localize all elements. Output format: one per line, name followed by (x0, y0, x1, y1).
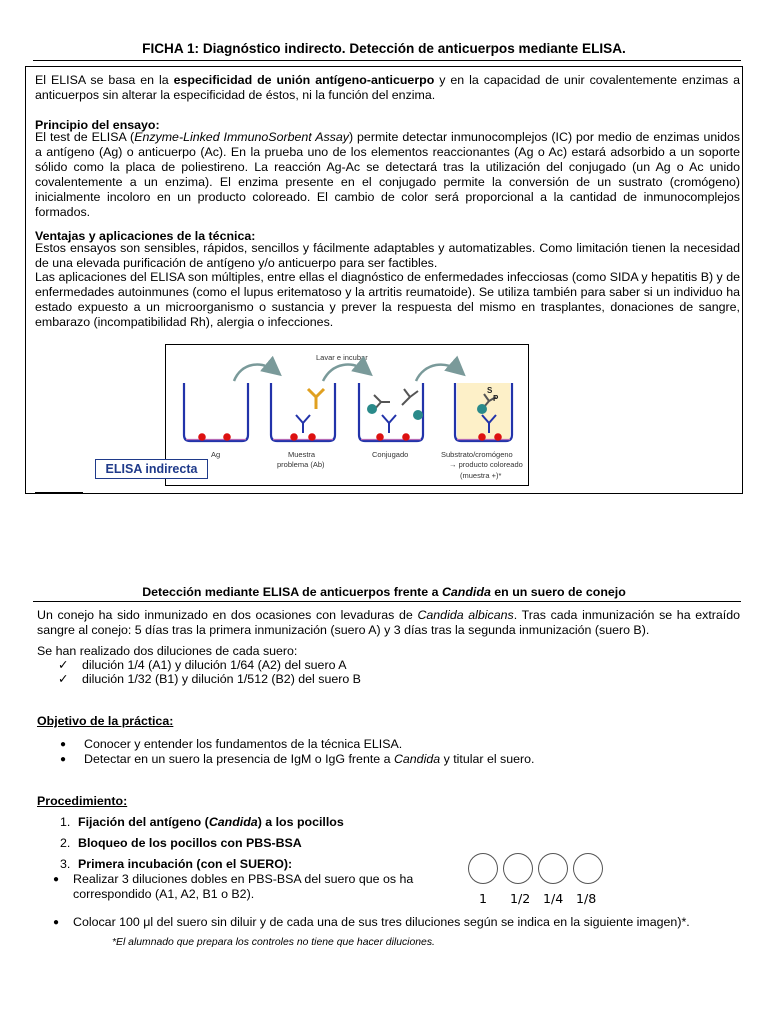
antigen-dot (290, 433, 298, 441)
advantages-paragraph-1: Estos ensayos son sensibles, rápidos, sencillos y fácilmente adaptables y automatizables. Como limitación tienen la necesidad de una elevada purificación de antígeno y/o anticuerpo para ser factibles. (35, 241, 740, 270)
step3-bullet-1: ● Realizar 3 diluciones dobles en PBS-BSA del suero que os ha correspondido (A1, A2, B1 o B2). (53, 872, 414, 901)
well-label: 1/2 (510, 891, 531, 906)
step3-bullet-2: ● Colocar 100 μl del suero sin diluir y de cada una de sus tres diluciones según se indica en la siguiente imagen)*. (53, 915, 690, 929)
free-antibody-icon (308, 389, 324, 409)
step-arrow (234, 365, 278, 381)
bullet-icon: ● (53, 874, 60, 885)
section2-underline (33, 601, 741, 602)
well-label: 1 (479, 891, 488, 906)
dilution-item: ✓ dilución 1/4 (A1) y dilución 1/64 (A2) del suero A (58, 658, 347, 672)
bullet-icon: ● (53, 917, 60, 928)
bullet-icon: ● (60, 739, 67, 750)
page-title: FICHA 1: Diagnóstico indirecto. Detección de anticuerpos mediante ELISA. (142, 41, 626, 56)
well-circle (573, 853, 603, 884)
section2-title: Detección mediante ELISA de anticuerpos frente a Candida en un suero de conejo (142, 585, 626, 599)
procedure-heading: Procedimiento: (37, 794, 128, 808)
label-ag: Ag (211, 450, 221, 459)
label-producto: → producto coloreado (449, 460, 523, 469)
antigen-dot (223, 433, 231, 441)
checkmark-icon: ✓ (58, 658, 69, 672)
substrate-s-label: S (487, 386, 493, 395)
step-arrow (323, 365, 369, 381)
antigen-dot (308, 433, 316, 441)
label-problema: problema (Ab) (277, 460, 325, 469)
objective-item: ● Detectar en un suero la presencia de IgM o IgG frente a Candida y titular el suero. (60, 752, 535, 766)
objective-heading: Objetivo de la práctica: (37, 714, 174, 728)
objective-item: ● Conocer y entender los fundamentos de la técnica ELISA. (60, 737, 403, 751)
product-p-label: P (493, 394, 499, 403)
checkmark-icon: ✓ (58, 672, 69, 686)
intro-paragraph: El ELISA se basa en la especificidad de unión antígeno-anticuerpo y en la capacidad de unir covalentemente enzimas a anticuerpos sin alterar la especificidad de éstos, ni la función del enzima. (35, 73, 741, 102)
label-muestra: Muestra (288, 450, 316, 459)
well-1 (184, 383, 248, 441)
procedure-step-3: 3. Primera incubación (con el SUERO): (60, 857, 293, 871)
well-circle (538, 853, 568, 884)
principle-paragraph: El test de ELISA (Enzyme-Linked ImmunoSorbent Assay) permite detectar inmunocomplejos (IC) por medio de enzimas unidos a antígeno (Ag) o anticuerpo (Ac). En la prueba uno de los elementos reaccionantes (Ag o Ac) estará adsorbido a un soporte sólido como la placa de poliestireno. La reacción Ag-Ac se detectará tras la utilización del conjugado (un Ag o Ac unido covalentemente a un enzima). El enzima presente en el conjugado permite la conversión de un sustrato (cromógeno) inicialmente incoloro en un producto coloreado. El cambio de color será proporcional a la cantidad de inmunocomplejos formados. (35, 130, 740, 219)
rabbit-paragraph: Un conejo ha sido inmunizado en dos ocasiones con levaduras de Candida albicans. Tras cada inmunización se ha extraído sangre al conejo: 5 días tras la primera inmunización (suero A) y 3 días tras la segunda inmunización (suero B). (37, 608, 741, 637)
advantages-paragraph-2: Las aplicaciones del ELISA son múltiples, entre ellas el diagnóstico de enfermedades infecciosas (como SIDA y hepatitis B) y de enfermedades autoinmunes (como el lupus eritematoso y la artritis reumatoide). Se utiliza también para saber si un individuo ha estado expuesto a un microorganismo o sustancia y prever la respuesta del mismo en trasplantes, donaciones de sangre, embarazo (incompatibilidad Rh), alergia o infecciones. (35, 270, 740, 329)
footnote-rule (35, 492, 83, 493)
antigen-dot (198, 433, 206, 441)
procedure-step-1: 1. Fijación del antígeno (Candida) a los pocillos (60, 815, 344, 829)
step-arrow (416, 365, 462, 381)
advantages-heading: Ventajas y aplicaciones de la técnica: (35, 229, 256, 243)
well-label: 1/4 (543, 891, 564, 906)
well-circle (503, 853, 533, 884)
dilutions-intro: Se han realizado dos diluciones de cada suero: (37, 644, 298, 658)
elisa-indirecta-badge: ELISA indirecta (95, 459, 208, 479)
elisa-diagram (165, 344, 529, 486)
label-muestra-positiva: (muestra +)* (460, 471, 502, 480)
dilution-item: ✓ dilución 1/32 (B1) y dilución 1/512 (B2) del suero B (58, 672, 361, 686)
procedure-step-2: 2. Bloqueo de los pocillos con PBS-BSA (60, 836, 302, 850)
bullet-icon: ● (60, 754, 67, 765)
antigen-dot (478, 433, 486, 441)
title-underline (33, 60, 741, 61)
antigen-dot (402, 433, 410, 441)
well-label: 1/8 (576, 891, 597, 906)
antigen-dot (494, 433, 502, 441)
elisa-diagram-svg (166, 345, 528, 485)
wash-incubate-label: Lavar e incubar (316, 353, 368, 362)
well-circle (468, 853, 498, 884)
label-substrato: Substrato/cromógeno (441, 450, 513, 459)
antigen-dot (376, 433, 384, 441)
label-conjugado: Conjugado (372, 450, 409, 459)
principle-heading: Principio del ensayo: (35, 118, 160, 132)
controls-note: *El alumnado que prepara los controles no tiene que hacer diluciones. (112, 937, 435, 948)
